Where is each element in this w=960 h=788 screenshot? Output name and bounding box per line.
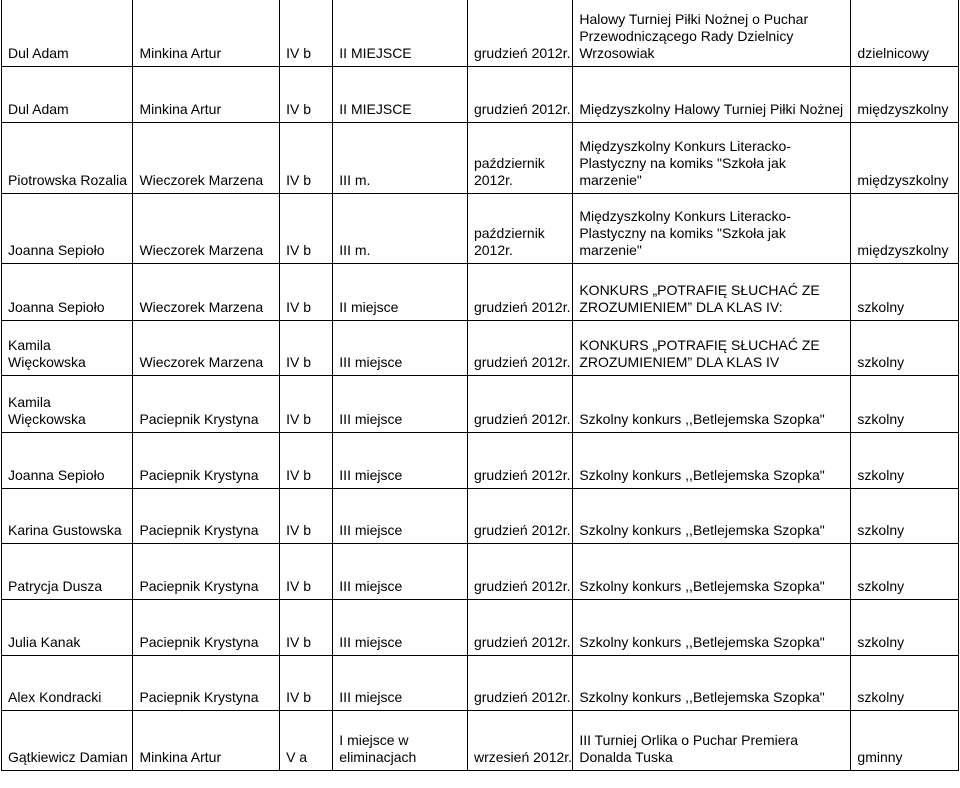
class-cell: IV b: [280, 432, 333, 488]
place-cell: III miejsce: [333, 375, 468, 432]
contest-level-cell: dzielnicowy: [851, 0, 959, 66]
class-cell: IV b: [280, 375, 333, 432]
class-cell: IV b: [280, 0, 333, 66]
contest-level-cell: międzyszkolny: [851, 193, 959, 263]
results-table: [1, 0, 959, 771]
contest-level-cell: szkolny: [851, 320, 959, 375]
teacher-name-cell: Wieczorek Marzena: [133, 122, 280, 193]
place-cell: III miejsce: [333, 320, 468, 375]
date-cell: grudzień 2012r.: [467, 263, 572, 320]
student-name-cell: Kamila Więckowska: [2, 375, 133, 432]
contest-name-cell: Międzyszkolny Konkurs Literacko-Plastyczny na komiks "Szkoła jak marzenie": [573, 122, 851, 193]
class-cell: IV b: [280, 193, 333, 263]
contest-name-cell: Szkolny konkurs ,,Betlejemska Szopka": [573, 375, 851, 432]
student-name-cell: Karina Gustowska: [2, 488, 133, 543]
contest-level-cell: szkolny: [851, 599, 959, 655]
contest-level-cell: szkolny: [851, 375, 959, 432]
student-name-cell: Alex Kondracki: [2, 655, 133, 710]
table-row: [2, 263, 959, 320]
table-row: [2, 488, 959, 543]
table-row: [2, 710, 959, 770]
date-cell: grudzień 2012r.: [467, 655, 572, 710]
student-name-cell: Gątkiewicz Damian: [2, 710, 133, 770]
contest-name-cell: KONKURS „POTRAFIĘ SŁUCHAĆ ZE ZROZUMIENIEM” DLA KLAS IV:: [573, 263, 851, 320]
teacher-name-cell: Wieczorek Marzena: [133, 320, 280, 375]
teacher-name-cell: Paciepnik Krystyna: [133, 432, 280, 488]
student-name-cell: Joanna Sepioło: [2, 263, 133, 320]
date-cell: październik 2012r.: [467, 193, 572, 263]
contest-name-cell: Halowy Turniej Piłki Nożnej o Puchar Przewodniczącego Rady Dzielnicy Wrzosowiak: [573, 0, 851, 66]
table-row: [2, 193, 959, 263]
class-cell: IV b: [280, 599, 333, 655]
class-cell: V a: [280, 710, 333, 770]
student-name-cell: Patrycja Dusza: [2, 543, 133, 599]
table-row: [2, 320, 959, 375]
place-cell: I miejsce w eliminacjach: [333, 710, 468, 770]
contest-name-cell: Szkolny konkurs ,,Betlejemska Szopka": [573, 432, 851, 488]
contest-level-cell: międzyszkolny: [851, 66, 959, 122]
results-table-body: [2, 0, 959, 770]
class-cell: IV b: [280, 122, 333, 193]
date-cell: grudzień 2012r.: [467, 488, 572, 543]
place-cell: III miejsce: [333, 655, 468, 710]
student-name-cell: Joanna Sepioło: [2, 432, 133, 488]
contest-name-cell: KONKURS „POTRAFIĘ SŁUCHAĆ ZE ZROZUMIENIEM” DLA KLAS IV: [573, 320, 851, 375]
place-cell: III miejsce: [333, 432, 468, 488]
teacher-name-cell: Paciepnik Krystyna: [133, 375, 280, 432]
contest-name-cell: Szkolny konkurs ,,Betlejemska Szopka": [573, 599, 851, 655]
place-cell: II miejsce: [333, 263, 468, 320]
contest-level-cell: międzyszkolny: [851, 122, 959, 193]
contest-level-cell: szkolny: [851, 543, 959, 599]
contest-name-cell: Międzyszkolny Konkurs Literacko-Plastyczny na komiks "Szkoła jak marzenie": [573, 193, 851, 263]
contest-level-cell: szkolny: [851, 655, 959, 710]
teacher-name-cell: Paciepnik Krystyna: [133, 488, 280, 543]
contest-level-cell: gminny: [851, 710, 959, 770]
table-row: [2, 599, 959, 655]
place-cell: II MIEJSCE: [333, 0, 468, 66]
table-row: [2, 543, 959, 599]
date-cell: wrzesień 2012r.: [467, 710, 572, 770]
table-row: [2, 122, 959, 193]
class-cell: IV b: [280, 320, 333, 375]
student-name-cell: Julia Kanak: [2, 599, 133, 655]
place-cell: III miejsce: [333, 488, 468, 543]
class-cell: IV b: [280, 66, 333, 122]
class-cell: IV b: [280, 263, 333, 320]
place-cell: III m.: [333, 122, 468, 193]
student-name-cell: Piotrowska Rozalia: [2, 122, 133, 193]
class-cell: IV b: [280, 543, 333, 599]
contest-name-cell: Szkolny konkurs ,,Betlejemska Szopka": [573, 543, 851, 599]
date-cell: grudzień 2012r.: [467, 320, 572, 375]
place-cell: III m.: [333, 193, 468, 263]
date-cell: grudzień 2012r.: [467, 375, 572, 432]
place-cell: II MIEJSCE: [333, 66, 468, 122]
student-name-cell: Dul Adam: [2, 0, 133, 66]
date-cell: grudzień 2012r.: [467, 432, 572, 488]
place-cell: III miejsce: [333, 543, 468, 599]
teacher-name-cell: Minkina Artur: [133, 0, 280, 66]
contest-name-cell: III Turniej Orlika o Puchar Premiera Donalda Tuska: [573, 710, 851, 770]
table-row: [2, 375, 959, 432]
place-cell: III miejsce: [333, 599, 468, 655]
contest-name-cell: Międzyszkolny Halowy Turniej Piłki Nożnej: [573, 66, 851, 122]
teacher-name-cell: Wieczorek Marzena: [133, 263, 280, 320]
teacher-name-cell: Wieczorek Marzena: [133, 193, 280, 263]
class-cell: IV b: [280, 655, 333, 710]
contest-level-cell: szkolny: [851, 432, 959, 488]
teacher-name-cell: Paciepnik Krystyna: [133, 543, 280, 599]
contest-level-cell: szkolny: [851, 488, 959, 543]
student-name-cell: Dul Adam: [2, 66, 133, 122]
table-row: [2, 655, 959, 710]
date-cell: grudzień 2012r.: [467, 0, 572, 66]
contest-name-cell: Szkolny konkurs ,,Betlejemska Szopka": [573, 655, 851, 710]
table-row: [2, 432, 959, 488]
student-name-cell: Kamila Więckowska: [2, 320, 133, 375]
date-cell: grudzień 2012r.: [467, 66, 572, 122]
teacher-name-cell: Minkina Artur: [133, 710, 280, 770]
date-cell: grudzień 2012r.: [467, 599, 572, 655]
table-row: [2, 66, 959, 122]
date-cell: grudzień 2012r.: [467, 543, 572, 599]
teacher-name-cell: Paciepnik Krystyna: [133, 655, 280, 710]
table-row: [2, 0, 959, 66]
teacher-name-cell: Minkina Artur: [133, 66, 280, 122]
class-cell: IV b: [280, 488, 333, 543]
contest-name-cell: Szkolny konkurs ,,Betlejemska Szopka": [573, 488, 851, 543]
student-name-cell: Joanna Sepioło: [2, 193, 133, 263]
date-cell: październik 2012r.: [467, 122, 572, 193]
teacher-name-cell: Paciepnik Krystyna: [133, 599, 280, 655]
contest-level-cell: szkolny: [851, 263, 959, 320]
